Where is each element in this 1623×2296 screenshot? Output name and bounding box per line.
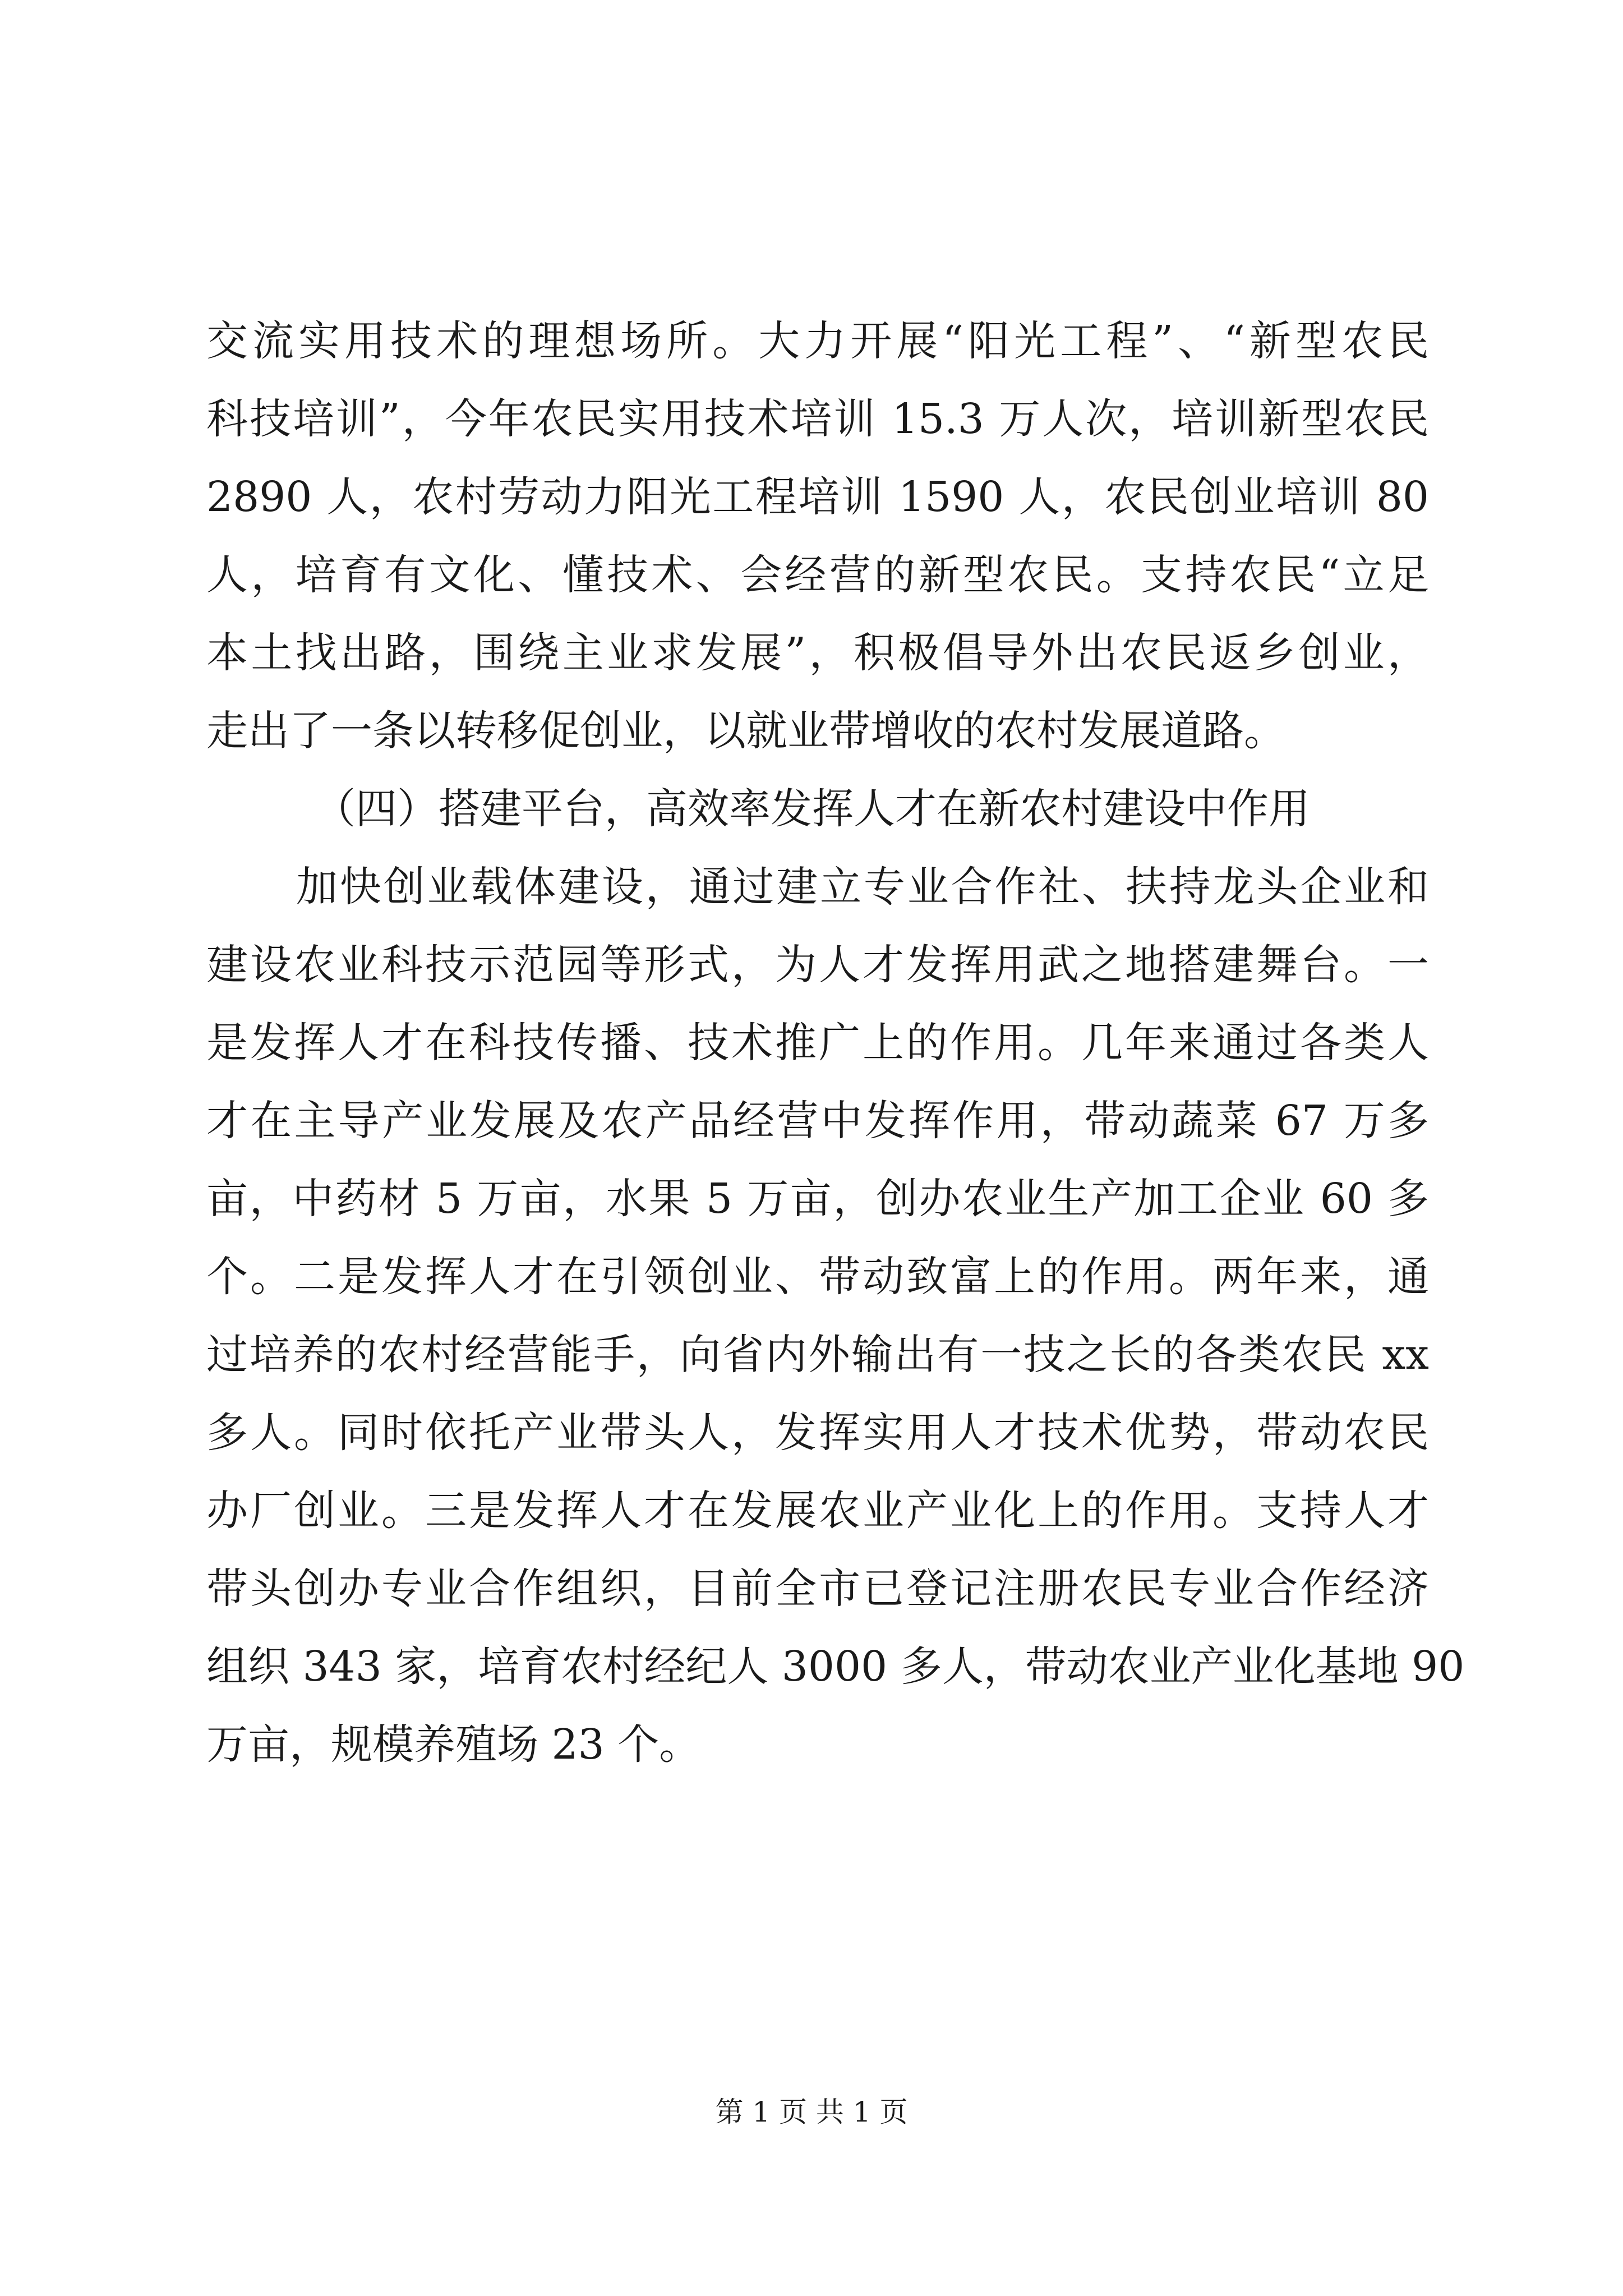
body-line: 个。二是发挥人才在引领创业、带动致富上的作用。两年来，通 [206, 1253, 1429, 1301]
body-line: 走出了一条以转移促创业，以就业带增收的农村发展道路。 [206, 707, 1285, 755]
body-line: 是发挥人才在科技传播、技术推广上的作用。几年来通过各类人 [206, 1019, 1429, 1067]
body-line: 交流实用技术的理想场所。大力开展“阳光工程”、“新型农民 [206, 317, 1429, 365]
body-line: 2890 人，农村劳动力阳光工程培训 1590 人，农民创业培训 80 [206, 473, 1429, 521]
body-line: 组织 343 家，培育农村经纪人 3000 多人，带动农业产业化基地 90 [206, 1642, 1465, 1691]
body-line: 加快创业载体建设，通过建立专业合作社、扶持龙头企业和 [296, 863, 1429, 911]
page-number-footer: 第 1 页 共 1 页 [715, 2096, 908, 2128]
body-line: 亩，中药材 5 万亩，水果 5 万亩，创办农业生产加工企业 60 多 [206, 1175, 1429, 1223]
body-line: 办厂创业。三是发挥人才在发展农业产业化上的作用。支持人才 [206, 1487, 1429, 1535]
body-line: 才在主导产业发展及农产品经营中发挥作用，带动蔬菜 67 万多 [206, 1097, 1429, 1145]
body-line: 建设农业科技示范园等形式，为人才发挥用武之地搭建舞台。一 [206, 941, 1429, 989]
body-line: 人，培育有文化、懂技术、会经营的新型农民。支持农民“立足 [206, 551, 1429, 599]
body-line: 万亩，规模养殖场 23 个。 [206, 1720, 701, 1769]
body-line: 本土找出路，围绕主业求发展”，积极倡导外出农民返乡创业， [206, 629, 1429, 677]
body-line: 科技培训”，今年农民实用技术培训 15.3 万人次，培训新型农民 [206, 395, 1429, 443]
section-heading: （四）搭建平台，高效率发挥人才在新农村建设中作用 [314, 785, 1310, 833]
body-line: 带头创办专业合作组织，目前全市已登记注册农民专业合作经济 [206, 1565, 1429, 1613]
body-line: 过培养的农村经营能手，向省内外输出有一技之长的各类农民 xx [206, 1331, 1429, 1379]
body-line: 多人。同时依托产业带头人，发挥实用人才技术优势，带动农民 [206, 1409, 1429, 1457]
